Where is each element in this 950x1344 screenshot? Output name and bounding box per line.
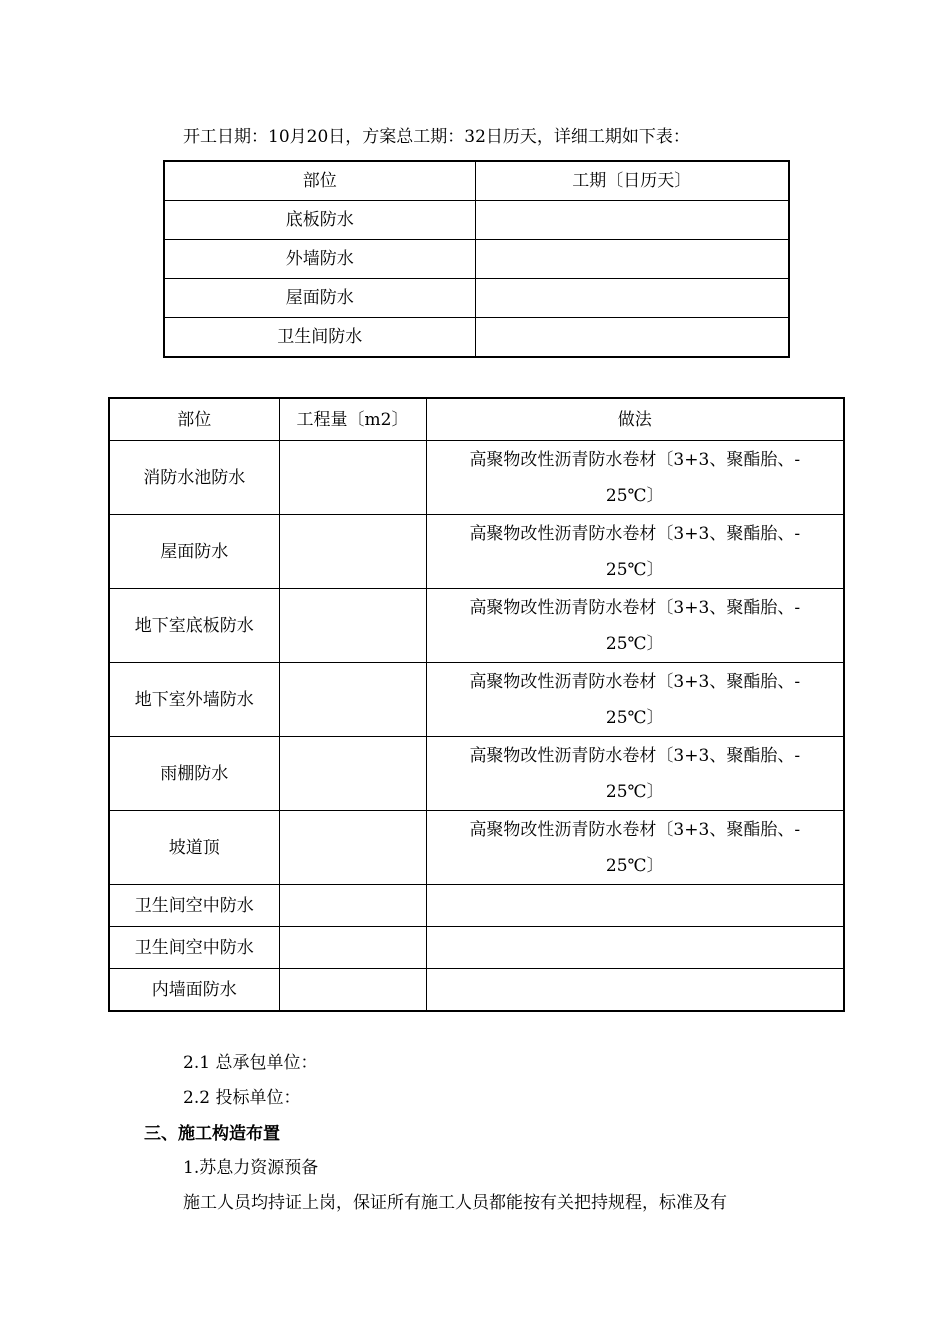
body-paragraph: 施工人员均持证上岗，保证所有施工人员都能按有关把持规程，标准及有 <box>183 1193 727 1213</box>
cell-part: 内墙面防水 <box>109 969 279 1012</box>
cell-method <box>426 811 844 885</box>
table-row <box>109 515 844 589</box>
table-row <box>164 279 789 318</box>
general-contractor: 2.1 总承包单位： <box>183 1053 318 1073</box>
cell-part: 外墙防水 <box>164 240 475 279</box>
cell-method <box>426 927 844 969</box>
table-row <box>164 240 789 279</box>
cell-method <box>426 969 844 1012</box>
cell-part: 卫生间空中防水 <box>109 927 279 969</box>
cell-part: 卫生间防水 <box>164 318 475 358</box>
header-quantity: 工程量〔m2〕 <box>279 398 426 441</box>
cell-part: 消防水池防水 <box>109 441 279 515</box>
cell-method <box>426 737 844 811</box>
cell-part: 底板防水 <box>164 201 475 240</box>
table-row <box>109 737 844 811</box>
cell-part: 地下室底板防水 <box>109 589 279 663</box>
table-header-row <box>109 398 844 441</box>
header-method: 做法 <box>426 398 844 441</box>
cell-duration <box>475 279 789 318</box>
cell-part: 坡道顶 <box>109 811 279 885</box>
cell-method <box>426 515 844 589</box>
header-part: 部位 <box>164 161 475 201</box>
table-row <box>109 589 844 663</box>
table-header-row <box>164 161 789 201</box>
subsection-title: 1.苏息力资源预备 <box>183 1158 319 1178</box>
method-line: 高聚物改性沥青防水卷材〔3+3、聚酯胎、- <box>469 597 801 618</box>
cell-quantity <box>279 811 426 885</box>
method-line: 25℃〕 <box>605 559 664 580</box>
cell-method <box>426 885 844 927</box>
cell-quantity <box>279 737 426 811</box>
section-heading: 三、施工构造布置 <box>144 1124 280 1144</box>
method-line: 高聚物改性沥青防水卷材〔3+3、聚酯胎、- <box>469 449 801 470</box>
cell-part: 屋面防水 <box>109 515 279 589</box>
method-line: 25℃〕 <box>605 707 664 728</box>
cell-duration <box>475 201 789 240</box>
method-line: 25℃〕 <box>605 855 664 876</box>
cell-part: 卫生间空中防水 <box>109 885 279 927</box>
table-row <box>109 663 844 737</box>
cell-part: 雨棚防水 <box>109 737 279 811</box>
cell-part: 地下室外墙防水 <box>109 663 279 737</box>
table-row <box>164 318 789 358</box>
cell-quantity <box>279 927 426 969</box>
method-line: 25℃〕 <box>605 633 664 654</box>
table-row <box>164 201 789 240</box>
cell-duration <box>475 240 789 279</box>
cell-quantity <box>279 515 426 589</box>
cell-method <box>426 441 844 515</box>
cell-quantity <box>279 663 426 737</box>
cell-quantity <box>279 441 426 515</box>
method-line: 高聚物改性沥青防水卷材〔3+3、聚酯胎、- <box>469 671 801 692</box>
cell-method <box>426 589 844 663</box>
schedule-table <box>163 160 790 358</box>
method-line: 高聚物改性沥青防水卷材〔3+3、聚酯胎、- <box>469 523 801 544</box>
bidder: 2.2 投标单位： <box>183 1088 301 1108</box>
cell-quantity <box>279 969 426 1012</box>
table-row <box>109 927 844 969</box>
cell-duration <box>475 318 789 358</box>
method-line: 25℃〕 <box>605 781 664 802</box>
schedule-intro: 开工日期：10月20日，方案总工期：32日历天，详细工期如下表： <box>183 127 690 147</box>
header-part: 部位 <box>109 398 279 441</box>
quantity-table <box>108 397 845 1012</box>
cell-method <box>426 663 844 737</box>
table-row <box>109 969 844 1012</box>
cell-part: 屋面防水 <box>164 279 475 318</box>
table-row <box>109 885 844 927</box>
header-duration: 工期〔日历天〕 <box>475 161 789 201</box>
cell-quantity <box>279 885 426 927</box>
table-row <box>109 441 844 515</box>
method-line: 高聚物改性沥青防水卷材〔3+3、聚酯胎、- <box>469 819 801 840</box>
table-row <box>109 811 844 885</box>
cell-quantity <box>279 589 426 663</box>
method-line: 25℃〕 <box>605 485 664 506</box>
method-line: 高聚物改性沥青防水卷材〔3+3、聚酯胎、- <box>469 745 801 766</box>
